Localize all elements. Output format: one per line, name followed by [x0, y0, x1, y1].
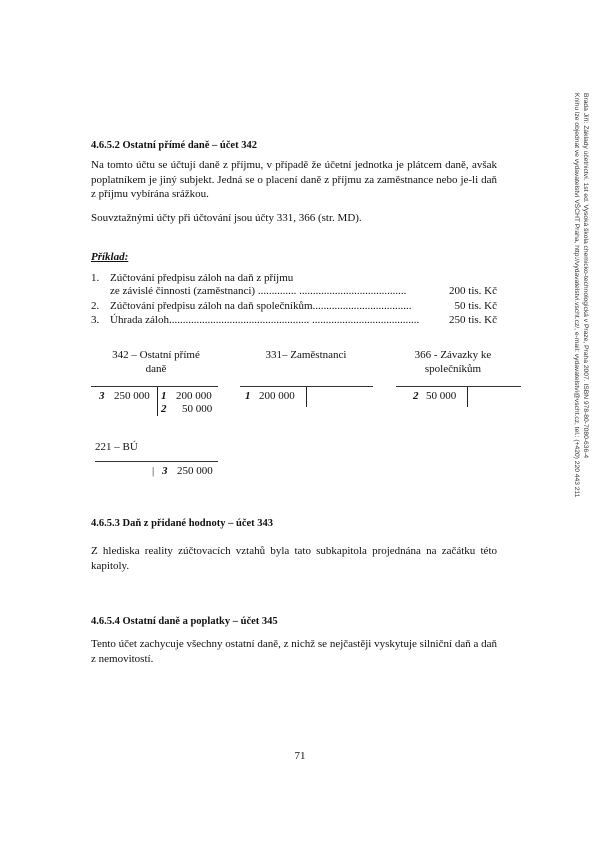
t-account-366-divider — [467, 387, 468, 407]
paragraph-342-intro: Na tomto účtu se účtují daně z příjmu, v případě že účetní jednotka je plátcem daně, avšak poplatníkem je jiný subjekt. Jedná se o placení daně z příjmu za zaměstnance nebo je-li daň z příjmu vybírána srážkou. — [91, 159, 497, 200]
example-item-3-amount: 250 tis. Kč — [449, 314, 497, 326]
t-account-342-divider — [157, 387, 158, 416]
example-item-3-num: 3. — [91, 314, 100, 326]
t-account-342-title — [92, 348, 220, 376]
citation-line-2: Knihu lze objednat ve vydavatelství VŠCHT Praha, http://vydavatelstvi.vscht.cz/, e-mail: vydavatelstvi@vscht.cz, tel.: (+420) 220 443 211 — [573, 93, 580, 498]
t-account-366-title — [395, 348, 511, 376]
t-account-342-md-val: 250 000 — [114, 390, 150, 402]
t-account-342-d-val-1: 200 000 — [176, 390, 212, 402]
t-account-221-divider: | — [152, 465, 155, 477]
section-heading-342: 4.6.5.2 Ostatní přímé daně – účet 342 — [91, 140, 257, 151]
citation-line-1: Brada Jiří: Základy účetnictví. 1st ed. Vysoká škola chemicko-technologická v Praze, Praha 2007. ISBN 978-80-7080-636-4 — [582, 93, 589, 459]
t-account-366-top-line — [396, 386, 521, 387]
t-account-221-d-num: 3 — [162, 465, 168, 477]
t-account-366-title-line-2: společníkům — [424, 363, 482, 375]
t-account-342-title-line-2: daně — [145, 363, 167, 375]
example-item-3-text: Úhrada záloh................................................... ....................................... — [110, 314, 420, 326]
t-account-331-md-num: 1 — [245, 390, 251, 402]
section-heading-345: 4.6.5.4 Ostatní daně a poplatky – účet 345 — [91, 616, 278, 627]
t-account-366-title-line-1: 366 - Závazky ke — [414, 349, 492, 361]
t-account-221-title: 221 – BÚ — [95, 441, 138, 453]
t-account-342-top-line — [91, 386, 218, 387]
example-item-1-text-a: Zúčtování předpisu záloh na daň z příjmu — [110, 272, 294, 284]
page-number: 71 — [294, 750, 306, 762]
example-item-1-amount: 200 tis. Kč — [449, 285, 497, 297]
t-account-331-title: 331– Zaměstnanci — [265, 349, 347, 361]
t-account-366-md-num: 2 — [413, 390, 419, 402]
t-account-331-md-val: 200 000 — [259, 390, 295, 402]
example-label: Příklad: — [91, 251, 129, 263]
paragraph-343: Z hlediska reality zúčtovacích vztahů byla tato subkapitola projednána na začátku této kapitoly. — [91, 545, 497, 572]
paragraph-342-related: Souvztažnými účty při účtování jsou účty 331, 366 (str. MD). — [91, 212, 362, 224]
paragraph-345: Tento účet zachycuje všechny ostatní daně, z nichž se nejčastěji vyskytuje silniční daň a daň z nemovitostí. — [91, 638, 497, 665]
t-account-331-divider — [306, 387, 307, 407]
t-account-342-md-num: 3 — [99, 390, 105, 402]
example-item-2-text: Zúčtování předpisu záloh na daň společníkům.................................... — [110, 300, 412, 312]
t-account-366-md-val: 50 000 — [426, 390, 457, 402]
example-item-1-num: 1. — [91, 272, 100, 284]
t-account-221-top-line — [95, 461, 218, 462]
t-account-342-d-num-1: 1 — [161, 390, 167, 402]
example-item-2-amount: 50 tis. Kč — [454, 300, 497, 312]
t-account-342-title-line-1: 342 – Ostatní přímé — [112, 349, 200, 361]
t-account-342-d-num-2: 2 — [161, 403, 167, 415]
example-item-1-text-b: ze závislé činnosti (zaměstnanci) .............. ....................................... — [110, 285, 407, 297]
section-heading-343: 4.6.5.3 Daň z přidané hodnoty – účet 343 — [91, 518, 274, 529]
t-account-221-d-val: 250 000 — [177, 465, 213, 477]
t-account-342-d-val-2: 50 000 — [182, 403, 213, 415]
example-item-2-num: 2. — [91, 300, 100, 312]
